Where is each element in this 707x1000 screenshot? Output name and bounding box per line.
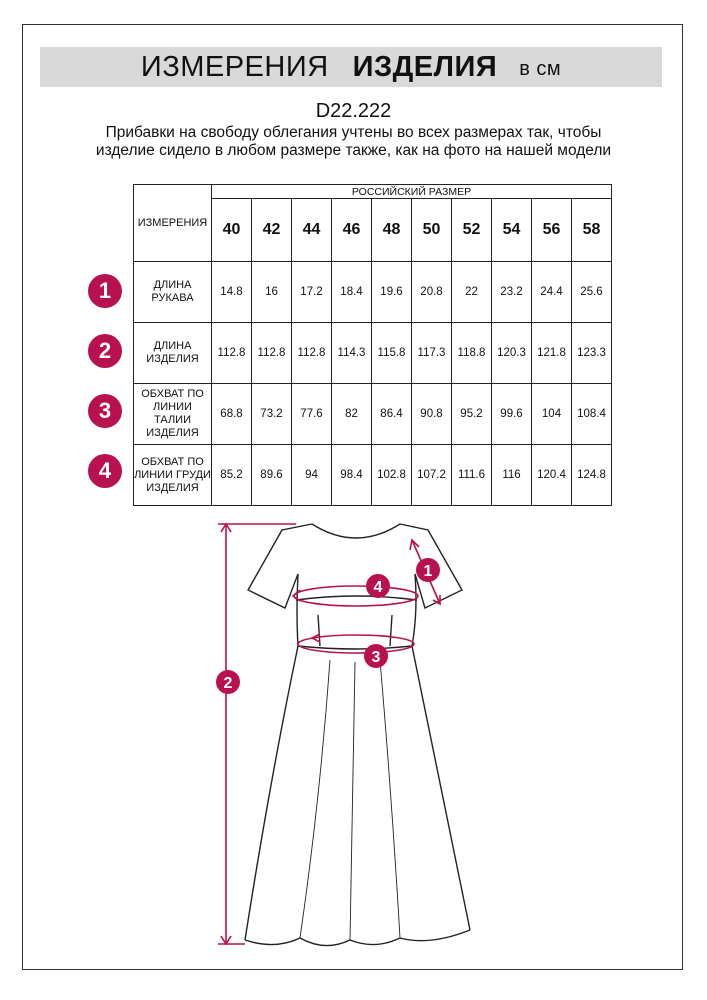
diagram-marker-3 xyxy=(364,644,388,668)
table-cell: 112.8 xyxy=(292,323,332,384)
table-cell: 90.8 xyxy=(412,384,452,445)
table-cell: 86.4 xyxy=(372,384,412,445)
size-cell: 46 xyxy=(332,199,372,262)
table-cell: 95.2 xyxy=(452,384,492,445)
article-number: D22.222 xyxy=(315,100,392,122)
table-cell: 120.4 xyxy=(532,445,572,506)
table-cell: 99.6 xyxy=(492,384,532,445)
size-header: РОССИЙСКИЙ РАЗМЕР xyxy=(212,185,612,199)
row-label: ОБХВАТ ПО ЛИНИИ ТАЛИИ ИЗДЕЛИЯ xyxy=(134,384,212,445)
table-cell: 123.3 xyxy=(572,323,612,384)
measure-lines xyxy=(218,524,440,944)
row-number-badge-3: 3 xyxy=(88,394,122,428)
table-cell: 107.2 xyxy=(412,445,452,506)
marker-label: 1 xyxy=(423,563,433,580)
size-cell: 42 xyxy=(252,199,292,262)
table-cell: 16 xyxy=(252,262,292,323)
row-label: ОБХВАТ ПО ЛИНИИ ГРУДИ ИЗДЕЛИЯ xyxy=(134,445,212,506)
table-cell: 117.3 xyxy=(412,323,452,384)
table-cell: 121.8 xyxy=(532,323,572,384)
diagram-marker-1 xyxy=(416,558,440,582)
fit-note: Прибавки на свободу облегания учтены во всех размерах так, чтобы изделие сидело в любом размере также, как на фото на нашей модели xyxy=(95,124,612,159)
table-cell: 25.6 xyxy=(572,262,612,323)
size-cell: 50 xyxy=(412,199,452,262)
marker-label: 4 xyxy=(373,579,383,596)
table-cell: 77.6 xyxy=(292,384,332,445)
size-cell: 58 xyxy=(572,199,612,262)
table-cell: 20.8 xyxy=(412,262,452,323)
table-cell: 23.2 xyxy=(492,262,532,323)
table-cell: 98.4 xyxy=(332,445,372,506)
table-cell: 104 xyxy=(532,384,572,445)
table-cell: 118.8 xyxy=(452,323,492,384)
table-cell: 120.3 xyxy=(492,323,532,384)
row-number-badge-4: 4 xyxy=(88,454,122,488)
table-cell: 18.4 xyxy=(332,262,372,323)
row-label: ДЛИНА ИЗДЕЛИЯ xyxy=(134,323,212,384)
diagram-marker-2 xyxy=(216,670,240,694)
size-cell: 52 xyxy=(452,199,492,262)
table-cell: 124.8 xyxy=(572,445,612,506)
table-cell: 14.8 xyxy=(212,262,252,323)
table-cell: 112.8 xyxy=(252,323,292,384)
size-cell: 56 xyxy=(532,199,572,262)
table-cell: 114.3 xyxy=(332,323,372,384)
table-cell: 102.8 xyxy=(372,445,412,506)
title-part1: ИЗМЕРЕНИЯ xyxy=(140,50,329,83)
table-cell: 68.8 xyxy=(212,384,252,445)
marker-label: 3 xyxy=(371,649,381,666)
row-label: ДЛИНА РУКАВА xyxy=(134,262,212,323)
size-cell: 40 xyxy=(212,199,252,262)
table-cell: 82 xyxy=(332,384,372,445)
diagram-marker-4 xyxy=(366,574,390,598)
dress-outline xyxy=(245,524,470,946)
row-number-badge-1: 1 xyxy=(88,274,122,308)
size-cell: 48 xyxy=(372,199,412,262)
table-cell: 94 xyxy=(292,445,332,506)
table-cell: 89.6 xyxy=(252,445,292,506)
table-cell: 85.2 xyxy=(212,445,252,506)
row-number-badge-2: 2 xyxy=(88,334,122,368)
title-unit: в см xyxy=(519,57,562,80)
size-cell: 54 xyxy=(492,199,532,262)
table-cell: 116 xyxy=(492,445,532,506)
table-cell: 108.4 xyxy=(572,384,612,445)
table-cell: 22 xyxy=(452,262,492,323)
marker-label: 2 xyxy=(223,675,233,692)
table-cell: 19.6 xyxy=(372,262,412,323)
table-cell: 111.6 xyxy=(452,445,492,506)
size-cell: 44 xyxy=(292,199,332,262)
title-part2: ИЗДЕЛИЯ xyxy=(352,50,498,83)
table-cell: 115.8 xyxy=(372,323,412,384)
measure-header: ИЗМЕРЕНИЯ xyxy=(134,185,212,262)
table-cell: 112.8 xyxy=(212,323,252,384)
table-cell: 73.2 xyxy=(252,384,292,445)
table-cell: 17.2 xyxy=(292,262,332,323)
table-cell: 24.4 xyxy=(532,262,572,323)
